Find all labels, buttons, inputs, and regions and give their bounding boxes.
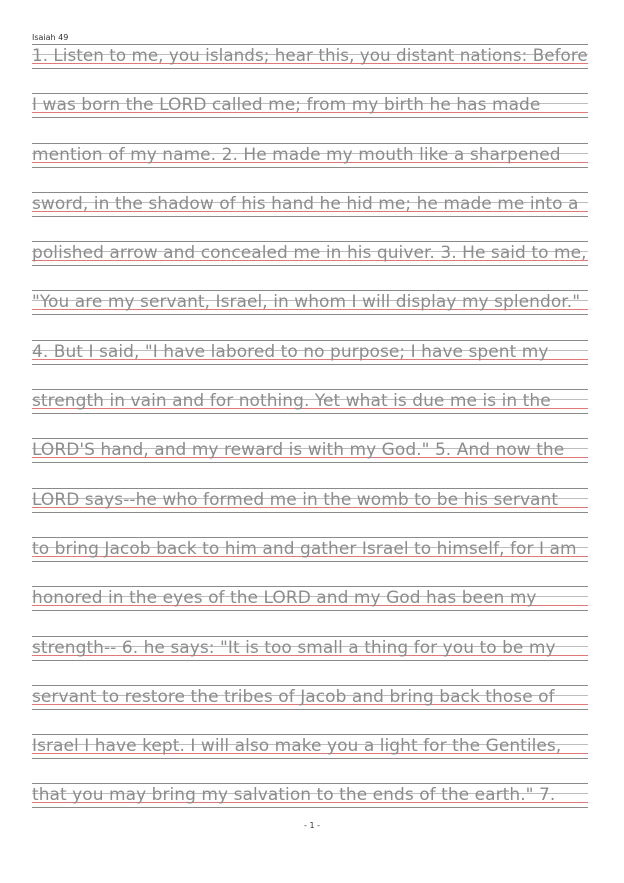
guide-line xyxy=(32,192,588,193)
guide-line xyxy=(32,561,588,562)
practice-line-text: that you may bring my salvation to the ends of the earth." 7. xyxy=(32,785,556,806)
guide-line xyxy=(32,93,588,94)
guide-line xyxy=(32,117,588,118)
guide-line xyxy=(32,636,588,637)
practice-line-text: Israel I have kept. I will also make you a light for the Gentiles, xyxy=(32,736,562,757)
guide-line xyxy=(32,758,588,759)
practice-line-text: strength-- 6. he says: "It is too small a thing for you to be my xyxy=(32,637,556,658)
guide-line xyxy=(32,167,588,168)
practice-line xyxy=(32,636,588,685)
practice-line-text: LORD says--he who formed me in the womb to be his servant xyxy=(32,489,559,510)
practice-line xyxy=(32,685,588,734)
guide-line xyxy=(32,783,588,784)
guide-line xyxy=(32,709,588,710)
practice-line xyxy=(32,241,588,290)
practice-line-text: 1. Listen to me, you islands; hear this, you distant nations: Before xyxy=(32,46,588,66)
guide-line xyxy=(32,537,588,538)
guide-line xyxy=(32,512,588,513)
practice-line xyxy=(32,290,588,339)
guide-line xyxy=(32,413,588,414)
guide-line xyxy=(32,241,588,242)
practice-line xyxy=(32,93,588,142)
practice-line-text: LORD'S hand, and my reward is with my God." 5. And now the xyxy=(32,440,565,461)
practice-line xyxy=(32,44,588,93)
guide-line xyxy=(32,488,588,489)
practice-line xyxy=(32,340,588,389)
guide-line xyxy=(32,807,588,808)
guide-line xyxy=(32,143,588,144)
practice-line-text: 4. But I said, "I have labored to no purpose; I have spent my xyxy=(32,341,549,362)
guide-line xyxy=(32,216,588,217)
guide-line xyxy=(32,68,588,69)
practice-line xyxy=(32,438,588,487)
guide-line xyxy=(32,685,588,686)
guide-line xyxy=(32,389,588,390)
practice-line-text: honored in the eyes of the LORD and my God has been my xyxy=(32,588,537,609)
guide-line xyxy=(32,462,588,463)
practice-line-text: polished arrow and concealed me in his quiver. 3. He said to me, xyxy=(32,243,587,264)
guide-line xyxy=(32,314,588,315)
practice-line-text: sword, in the shadow of his hand he hid me; he made me into a xyxy=(32,193,579,214)
practice-line xyxy=(32,537,588,586)
practice-line xyxy=(32,192,588,241)
page-title: Isaiah 49 xyxy=(32,33,69,42)
guide-line xyxy=(32,44,588,45)
handwriting-practice-lines xyxy=(32,44,588,833)
practice-line xyxy=(32,586,588,635)
practice-line-text: "You are my servant, Israel, in whom I will display my splendor." xyxy=(32,292,581,313)
guide-line xyxy=(32,660,588,661)
practice-line-text: to bring Jacob back to him and gather Israel to himself, for I am xyxy=(32,538,577,559)
guide-line xyxy=(32,265,588,266)
guide-line xyxy=(32,364,588,365)
guide-line xyxy=(32,340,588,341)
practice-line xyxy=(32,734,588,783)
page-number: - 1 - xyxy=(304,821,320,830)
guide-line xyxy=(32,438,588,439)
practice-line-text: servant to restore the tribes of Jacob and bring back those of xyxy=(32,686,555,707)
guide-line xyxy=(32,290,588,291)
practice-line-text: strength in vain and for nothing. Yet what is due me is in the xyxy=(32,391,551,412)
practice-line-text: I was born the LORD called me; from my birth he has made xyxy=(32,95,541,116)
practice-line xyxy=(32,143,588,192)
guide-line xyxy=(32,586,588,587)
practice-line xyxy=(32,488,588,537)
guide-line xyxy=(32,734,588,735)
practice-line xyxy=(32,389,588,438)
practice-line-text: mention of my name. 2. He made my mouth like a sharpened xyxy=(32,144,561,165)
guide-line xyxy=(32,610,588,611)
